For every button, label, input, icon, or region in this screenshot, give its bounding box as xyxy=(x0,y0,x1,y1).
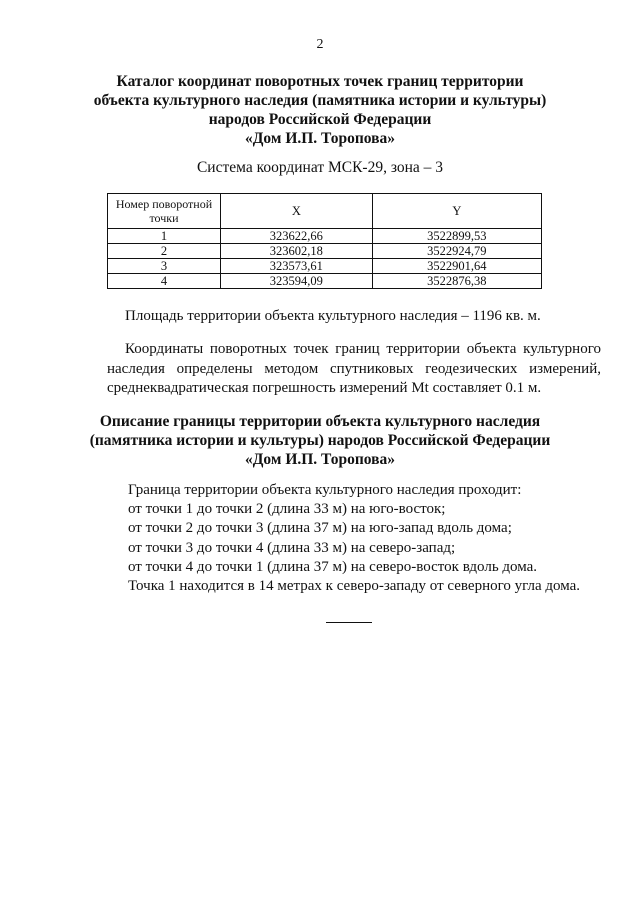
description-title xyxy=(60,412,580,469)
coordinates-table xyxy=(107,193,542,289)
catalog-title xyxy=(60,72,580,148)
description-title-line: Описание границы территории объекта культурного наследия xyxy=(99,413,541,430)
catalog-title-line: «Дом И.П. Торопова» xyxy=(245,130,395,147)
paragraph-line: наследия определены методом спутниковых геодезических измерений, xyxy=(107,360,601,377)
cell-y: 3522924,79 xyxy=(372,244,541,259)
cell-point: 1 xyxy=(108,229,221,244)
area-statement: Площадь территории объекта культурного наследия – 1196 кв. м. xyxy=(125,308,541,324)
table-row xyxy=(108,244,542,259)
paragraph-line: среднеквадратическая погрешность измерений Мt составляет 0.1 м. xyxy=(107,380,542,396)
coordinate-system-label: Система координат МСК-29, зона – 3 xyxy=(196,159,444,176)
header-y: Y xyxy=(372,194,541,229)
boundary-line: от точки 1 до точки 2 (длина 33 м) на юго-восток; xyxy=(128,501,446,518)
page-number: 2 xyxy=(316,37,324,52)
cell-y: 3522899,53 xyxy=(372,229,541,244)
boundary-line: от точки 3 до точки 4 (длина 33 м) на северо-запад; xyxy=(128,539,456,556)
paragraph-line: Координаты поворотных точек границ территории объекта культурного xyxy=(125,341,601,357)
description-title-line: (памятника истории и культуры) народов Российской Федерации xyxy=(89,432,551,449)
boundary-line: от точки 4 до точки 1 (длина 37 м) на северо-восток вдоль дома. xyxy=(128,558,538,575)
header-point-number: Номер поворотной точки xyxy=(108,194,221,229)
cell-x: 323594,09 xyxy=(221,274,373,289)
boundary-line: Точка 1 находится в 14 метрах к северо-западу от северного угла дома. xyxy=(128,578,581,595)
table-row xyxy=(108,259,542,274)
catalog-title-line: объекта культурного наследия (памятника истории и культуры) xyxy=(93,92,547,109)
boundary-description xyxy=(128,481,580,596)
table-row xyxy=(108,274,542,289)
cell-x: 323573,61 xyxy=(221,259,373,274)
cell-x: 323622,66 xyxy=(221,229,373,244)
table-header-row xyxy=(108,194,542,229)
description-title-line: «Дом И.П. Торопова» xyxy=(245,451,395,468)
header-x: X xyxy=(221,194,373,229)
catalog-title-line: Каталог координат поворотных точек границ территории xyxy=(116,73,524,90)
cell-point: 2 xyxy=(108,244,221,259)
cell-point: 4 xyxy=(108,274,221,289)
end-rule xyxy=(326,622,372,623)
cell-point: 3 xyxy=(108,259,221,274)
table-row xyxy=(108,229,542,244)
cell-y: 3522876,38 xyxy=(372,274,541,289)
boundary-line: от точки 2 до точки 3 (длина 37 м) на юго-запад вдоль дома; xyxy=(128,520,512,537)
accuracy-paragraph xyxy=(107,340,601,399)
boundary-line: Граница территории объекта культурного наследия проходит: xyxy=(128,482,522,498)
cell-y: 3522901,64 xyxy=(372,259,541,274)
cell-x: 323602,18 xyxy=(221,244,373,259)
catalog-title-line: народов Российской Федерации xyxy=(208,111,432,128)
